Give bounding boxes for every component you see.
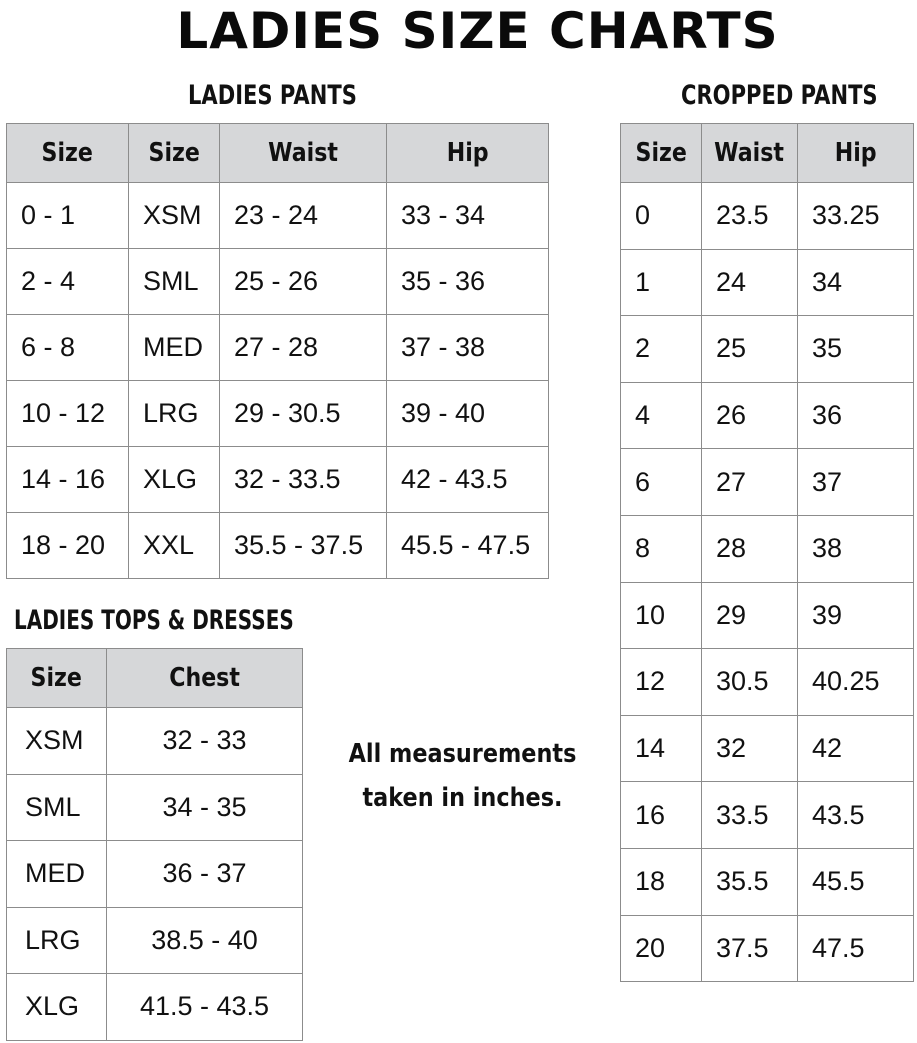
table-cell: 20 xyxy=(621,915,702,982)
table-cell: 25 xyxy=(702,316,798,383)
table-cell: 14 - 16 xyxy=(7,447,129,513)
table-row xyxy=(621,382,914,449)
column-header: Chest xyxy=(107,649,303,708)
table-cell: 38 xyxy=(798,515,914,582)
table-cell: 40.25 xyxy=(798,649,914,716)
table-cell: 14 xyxy=(621,715,702,782)
table-cell: 32 - 33 xyxy=(107,708,303,775)
table-cell: 35 - 36 xyxy=(387,249,549,315)
table-row xyxy=(7,974,303,1041)
table-row xyxy=(621,915,914,982)
table-cell: 37 xyxy=(798,449,914,516)
cropped-pants-title: CROPPED PANTS xyxy=(681,80,878,111)
table-cell: 8 xyxy=(621,515,702,582)
table-row xyxy=(621,582,914,649)
table-cell: 34 - 35 xyxy=(107,774,303,841)
column-header: Hip xyxy=(387,124,549,183)
table-row xyxy=(7,907,303,974)
table-header-row xyxy=(7,649,303,708)
table-cell: 12 xyxy=(621,649,702,716)
table-cell: 24 xyxy=(702,249,798,316)
table-cell: 10 xyxy=(621,582,702,649)
table-cell: 6 xyxy=(621,449,702,516)
ladies-pants-title: LADIES PANTS xyxy=(188,80,357,111)
table-row xyxy=(621,249,914,316)
table-row xyxy=(7,183,549,249)
table-cell: 29 xyxy=(702,582,798,649)
column-header: Size xyxy=(129,124,220,183)
table-cell: 4 xyxy=(621,382,702,449)
table-cell: 0 xyxy=(621,183,702,250)
note-line: taken in inches. xyxy=(362,783,563,813)
cropped-pants-table xyxy=(620,123,914,982)
table-row xyxy=(621,183,914,250)
table-cell: XLG xyxy=(7,974,107,1041)
table-cell: 26 xyxy=(702,382,798,449)
table-cell: 35.5 - 37.5 xyxy=(220,513,387,579)
table-cell: 0 - 1 xyxy=(7,183,129,249)
column-header: Size xyxy=(7,649,107,708)
ladies-pants-table xyxy=(6,123,549,579)
table-row xyxy=(621,316,914,383)
table-cell: 45.5 - 47.5 xyxy=(387,513,549,579)
table-cell: MED xyxy=(7,841,107,908)
table-cell: 39 xyxy=(798,582,914,649)
table-row xyxy=(7,249,549,315)
table-row xyxy=(7,381,549,447)
table-row xyxy=(621,715,914,782)
table-cell: 36 xyxy=(798,382,914,449)
column-header: Waist xyxy=(220,124,387,183)
table-cell: 33 - 34 xyxy=(387,183,549,249)
table-cell: 38.5 - 40 xyxy=(107,907,303,974)
table-cell: 30.5 xyxy=(702,649,798,716)
table-header-row xyxy=(621,124,914,183)
table-cell: 27 - 28 xyxy=(220,315,387,381)
column-header: Hip xyxy=(798,124,914,183)
column-header: Waist xyxy=(702,124,798,183)
table-row xyxy=(621,649,914,716)
page-title: LADIES SIZE CHARTS xyxy=(176,2,779,60)
table-cell: 2 xyxy=(621,316,702,383)
table-cell: XXL xyxy=(129,513,220,579)
table-cell: 1 xyxy=(621,249,702,316)
table-row xyxy=(621,449,914,516)
table-cell: 33.5 xyxy=(702,782,798,849)
table-row xyxy=(621,848,914,915)
table-cell: 23.5 xyxy=(702,183,798,250)
table-row xyxy=(621,782,914,849)
table-cell: 39 - 40 xyxy=(387,381,549,447)
table-cell: 33.25 xyxy=(798,183,914,250)
table-cell: SML xyxy=(7,774,107,841)
table-cell: XSM xyxy=(129,183,220,249)
table-cell: 32 - 33.5 xyxy=(220,447,387,513)
table-cell: 28 xyxy=(702,515,798,582)
table-cell: 45.5 xyxy=(798,848,914,915)
tops-dresses-table xyxy=(6,648,303,1041)
note-line: All measurements xyxy=(348,739,577,769)
table-cell: 2 - 4 xyxy=(7,249,129,315)
table-cell: 34 xyxy=(798,249,914,316)
table-cell: 42 xyxy=(798,715,914,782)
table-cell: 37 - 38 xyxy=(387,315,549,381)
tops-dresses-title: LADIES TOPS & DRESSES xyxy=(14,605,294,636)
table-cell: 29 - 30.5 xyxy=(220,381,387,447)
table-cell: 16 xyxy=(621,782,702,849)
table-cell: MED xyxy=(129,315,220,381)
table-cell: XSM xyxy=(7,708,107,775)
table-row xyxy=(7,447,549,513)
table-cell: LRG xyxy=(7,907,107,974)
table-cell: 18 - 20 xyxy=(7,513,129,579)
table-cell: LRG xyxy=(129,381,220,447)
table-cell: XLG xyxy=(129,447,220,513)
table-cell: 41.5 - 43.5 xyxy=(107,974,303,1041)
table-row xyxy=(7,315,549,381)
table-cell: 6 - 8 xyxy=(7,315,129,381)
table-cell: 25 - 26 xyxy=(220,249,387,315)
table-row xyxy=(7,513,549,579)
table-cell: 23 - 24 xyxy=(220,183,387,249)
measurement-note xyxy=(344,732,581,820)
column-header: Size xyxy=(621,124,702,183)
table-cell: 18 xyxy=(621,848,702,915)
table-cell: 10 - 12 xyxy=(7,381,129,447)
table-row xyxy=(7,708,303,775)
table-cell: 35 xyxy=(798,316,914,383)
table-row xyxy=(7,774,303,841)
table-cell: 43.5 xyxy=(798,782,914,849)
table-cell: 36 - 37 xyxy=(107,841,303,908)
table-cell: SML xyxy=(129,249,220,315)
table-cell: 35.5 xyxy=(702,848,798,915)
table-cell: 47.5 xyxy=(798,915,914,982)
table-cell: 37.5 xyxy=(702,915,798,982)
table-cell: 32 xyxy=(702,715,798,782)
table-row xyxy=(621,515,914,582)
table-cell: 42 - 43.5 xyxy=(387,447,549,513)
table-header-row xyxy=(7,124,549,183)
column-header: Size xyxy=(7,124,129,183)
table-row xyxy=(7,841,303,908)
table-cell: 27 xyxy=(702,449,798,516)
